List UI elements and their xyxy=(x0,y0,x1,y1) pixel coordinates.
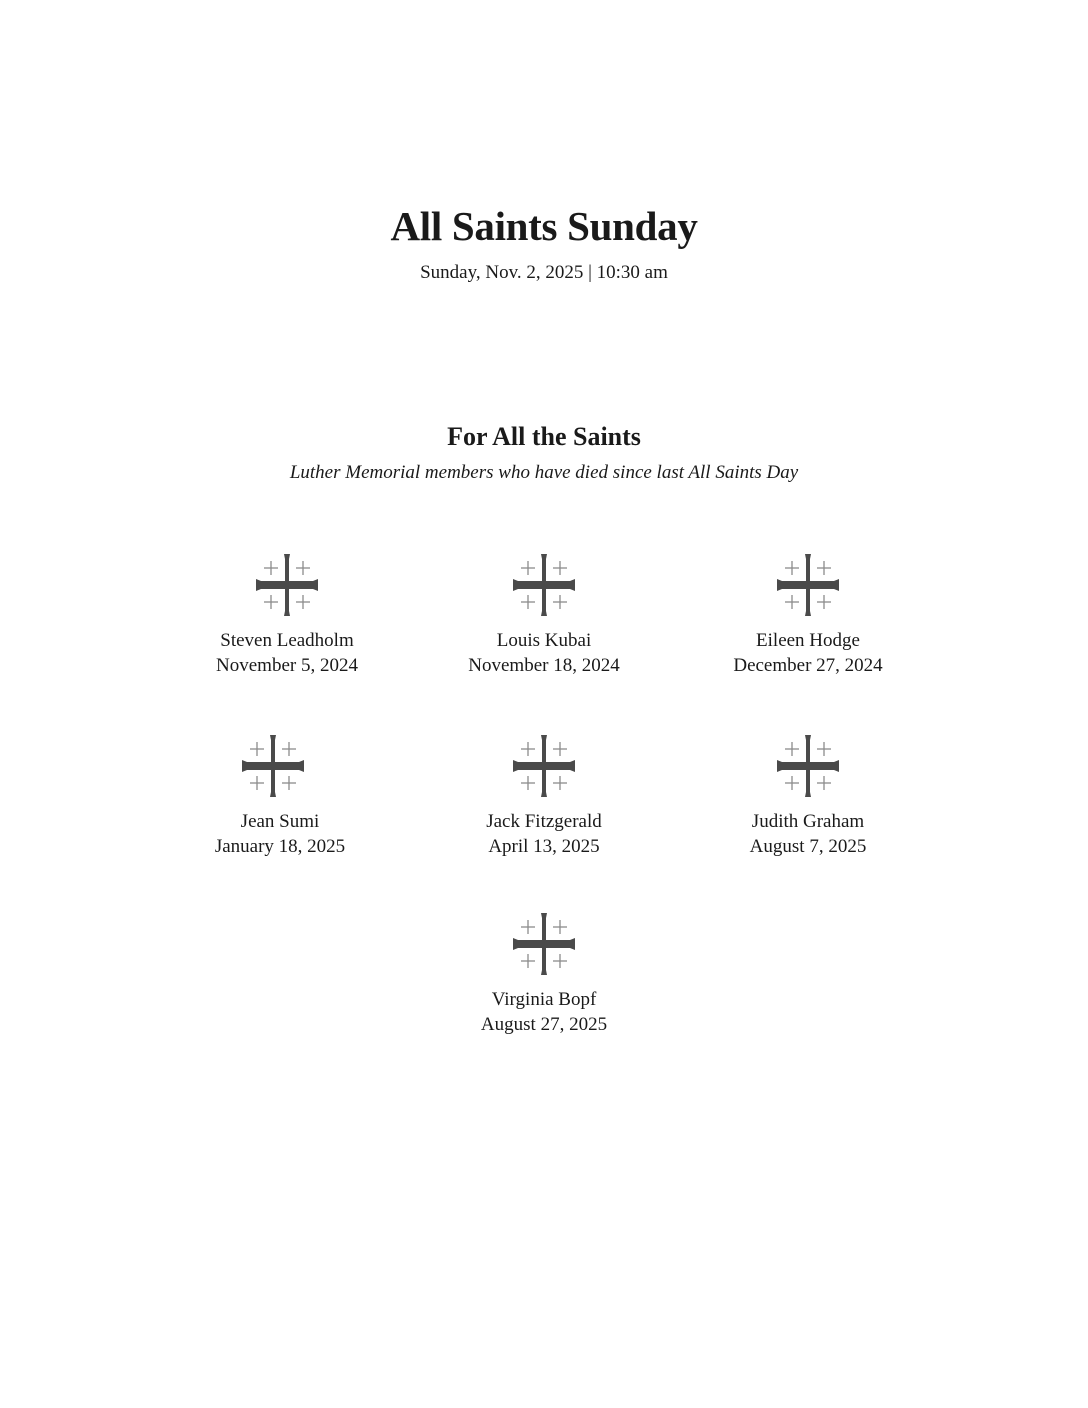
saint-date: December 27, 2024 xyxy=(733,655,883,676)
section-title: For All the Saints xyxy=(447,422,641,451)
saint-date: November 5, 2024 xyxy=(216,655,358,676)
saint-name: Steven Leadholm xyxy=(220,630,354,651)
saint-date: August 27, 2025 xyxy=(480,1014,608,1035)
saint-entry xyxy=(150,733,410,859)
saint-entry xyxy=(414,911,674,1037)
saint-entry xyxy=(678,733,938,859)
jerusalem-cross-icon xyxy=(511,911,577,977)
saint-date: January 18, 2025 xyxy=(214,836,346,857)
saint-date: April 13, 2025 xyxy=(488,836,600,857)
jerusalem-cross-icon xyxy=(240,733,306,799)
saint-name: Judith Graham xyxy=(751,811,865,832)
jerusalem-cross-icon xyxy=(511,733,577,799)
saint-entry xyxy=(678,552,938,678)
saint-name: Jean Sumi xyxy=(240,811,320,832)
saint-date: November 18, 2024 xyxy=(468,655,620,676)
jerusalem-cross-icon xyxy=(775,733,841,799)
service-date: Sunday, Nov. 2, 2025 | 10:30 am xyxy=(420,262,668,283)
saint-entry xyxy=(414,733,674,859)
saint-name: Jack Fitzgerald xyxy=(486,811,602,832)
saint-entry xyxy=(414,552,674,678)
saint-entry xyxy=(157,552,417,678)
saint-name: Louis Kubai xyxy=(496,630,592,651)
page-title: All Saints Sunday xyxy=(390,203,698,249)
jerusalem-cross-icon xyxy=(511,552,577,618)
jerusalem-cross-icon xyxy=(775,552,841,618)
saint-name: Virginia Bopf xyxy=(491,989,597,1010)
saint-date: August 7, 2025 xyxy=(749,836,867,857)
section-subtitle: Luther Memorial members who have died since last All Saints Day xyxy=(289,462,799,483)
jerusalem-cross-icon xyxy=(254,552,320,618)
saint-name: Eileen Hodge xyxy=(756,630,860,651)
